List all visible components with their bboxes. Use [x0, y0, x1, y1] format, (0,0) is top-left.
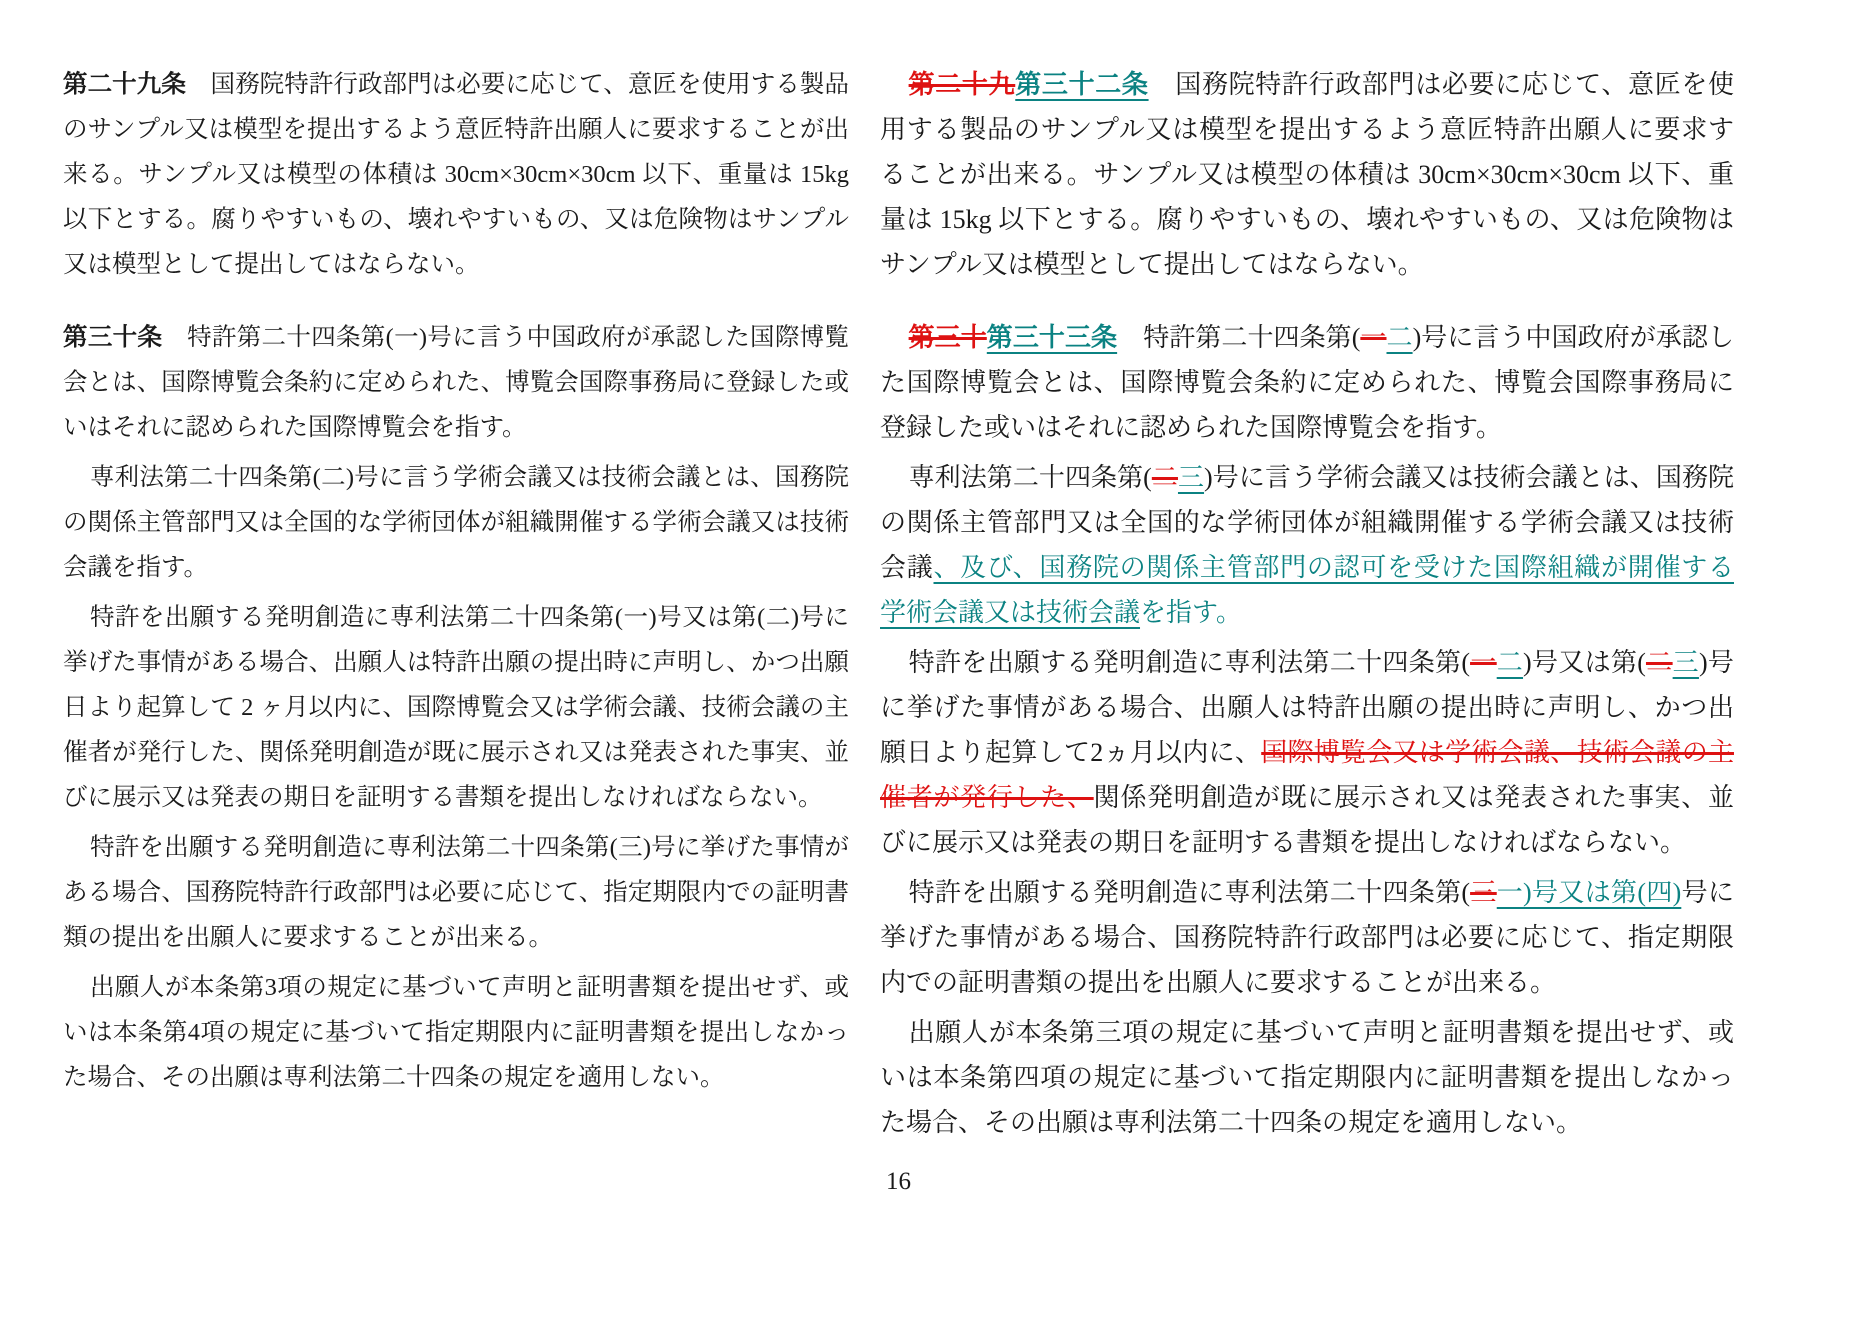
- heading-text: 第二十九条: [63, 71, 186, 98]
- text-run: 特許を出願する発明創造に専利法第二十四条第(三)号に挙げた事情がある場合、国務院特許行政部門は必要に応じて、指定期限内での証明書類の提出を出願人に要求することが出来る。: [63, 834, 849, 951]
- text-run: 国務院特許行政部門は必要に応じて、意匠を使用する製品のサンプル又は模型を提出するよう意匠特許出願人に要求することが出来る。サンプル又は模型の体積は 30cm×30cm×30cm 以下、重量は 15kg 以下とする。腐りやすいもの、壊れやすいもの、又は危険物はサンプル又は模型として提出してはならない。: [63, 71, 849, 278]
- text-run: 関係発明創造が既に展示され又は発表された事実、並びに展示又は発表の期日を証明する書類を提出しなければならない。: [880, 783, 1734, 857]
- paragraph: [880, 315, 1734, 450]
- heading-text: 第三十条: [63, 324, 163, 351]
- inserted-heading-text: 第三十二条: [1015, 70, 1149, 99]
- deleted-text: 一: [1470, 648, 1497, 677]
- paragraph: [63, 595, 849, 820]
- paragraph: [880, 1010, 1734, 1145]
- deleted-text: 一: [1360, 323, 1387, 352]
- deleted-text: 三: [1470, 878, 1497, 907]
- inserted-text: 、及び、国務院の関係主管部門の認可を受けた国際組織が開催する学術会議又は技術会議: [880, 553, 1734, 627]
- text-run: 特許を出願する発明創造に専利法第二十四条第(: [908, 648, 1471, 677]
- inserted-heading-text: 第三十三条: [986, 323, 1118, 352]
- text-run: 特許第二十四条第(一)号に言う中国政府が承認した国際博覧会とは、国際博覧会条約に定められた、博覧会国際事務局に登録した或いはそれに認められた国際博覧会を指す。: [63, 324, 849, 441]
- inserted-text: 二: [1386, 323, 1413, 352]
- paragraph: [880, 640, 1734, 865]
- inserted-text: 三: [1177, 463, 1205, 492]
- revised-text-column: [880, 62, 1734, 1145]
- deleted-text: 国際博覧会又は学術会議、技術会議の主催者が発行した、: [880, 738, 1734, 812]
- text-run: 国務院特許行政部門は必要に応じて、意匠を使用する製品のサンプル又は模型を提出するよう意匠特許出願人に要求することが出来る。サンプル又は模型の体積は 30cm×30cm×30cm 以下、重量は 15kg 以下とする。腐りやすいもの、壊れやすいもの、又は危険物はサンプル又は模型として提出してはならない。: [880, 70, 1734, 279]
- text-run: )号に言う学術会議又は技術会議とは、国務院の関係主管部門又は全国的な学術団体が組織開催する学術会議又は技術会議: [880, 463, 1734, 582]
- inserted-text: を指す。: [1140, 598, 1242, 627]
- text-run: 専利法第二十四条第(二)号に言う学術会議又は技術会議とは、国務院の関係主管部門又は全国的な学術団体が組織開催する学術会議又は技術会議を指す。: [63, 464, 849, 581]
- page-footer: [63, 1168, 1734, 1196]
- paragraph: [63, 315, 849, 450]
- text-run: 号に挙げた事情がある場合、国務院特許行政部門は必要に応じて、指定期限内での証明書類の提出を出願人に要求することが出来る。: [880, 878, 1734, 997]
- paragraph: [880, 62, 1734, 287]
- deleted-heading-text: 第三十: [908, 323, 987, 352]
- original-text-column: [63, 62, 849, 1100]
- text-run: 出願人が本条第三項の規定に基づいて声明と証明書類を提出せず、或いは本条第四項の規定に基づいて指定期限内に証明書類を提出しなかった場合、その出願は専利法第二十四条の規定を適用しない。: [880, 1018, 1734, 1137]
- text-run: )号又は第(: [1523, 648, 1646, 677]
- paragraph: [880, 870, 1734, 1005]
- paragraph: [63, 62, 849, 287]
- paragraph: [63, 825, 849, 960]
- text-run: 特許を出願する発明創造に専利法第二十四条第(一)号又は第(二)号に挙げた事情がある場合、出願人は特許出願の提出時に声明し、かつ出願日より起算して 2 ヶ月以内に、国際博覧会又は学術会議、技術会議の主催者が発行した、関係発明創造が既に展示され又は発表された事実、並びに展示又は発表の期日を証明する書類を提出しなければならない。: [63, 604, 849, 811]
- inserted-text: 三: [1672, 648, 1699, 677]
- paragraph: [63, 455, 849, 590]
- deleted-text: 二: [1151, 463, 1178, 492]
- deleted-heading-text: 第二十九: [908, 70, 1016, 99]
- text-run: )号に挙げた事情がある場合、出願人は特許出願の提出時に声明し、かつ出願日より起算して2ヵ月以内に、: [880, 648, 1734, 767]
- text-run: )号に言う中国政府が承認した国際博覧会とは、国際博覧会条約に定められた、博覧会国際事務局に登録した或いはそれに認められた国際博覧会を指す。: [880, 323, 1734, 442]
- text-run: 特許を出願する発明創造に専利法第二十四条第(: [908, 878, 1471, 907]
- paragraph: [63, 965, 849, 1100]
- deleted-text: 二: [1645, 648, 1673, 677]
- page-number: 16: [886, 1168, 911, 1195]
- inserted-text: 一)号又は第(四): [1496, 878, 1682, 907]
- text-run: 出願人が本条第3項の規定に基づいて声明と証明書類を提出せず、或いは本条第4項の規定に基づいて指定期限内に証明書類を提出しなかった場合、その出願は専利法第二十四条の規定を適用しない。: [63, 974, 849, 1091]
- paragraph: [880, 455, 1734, 635]
- text-run: 専利法第二十四条第(: [908, 463, 1152, 492]
- text-run: 特許第二十四条第(: [1117, 323, 1361, 352]
- inserted-text: 二: [1496, 648, 1524, 677]
